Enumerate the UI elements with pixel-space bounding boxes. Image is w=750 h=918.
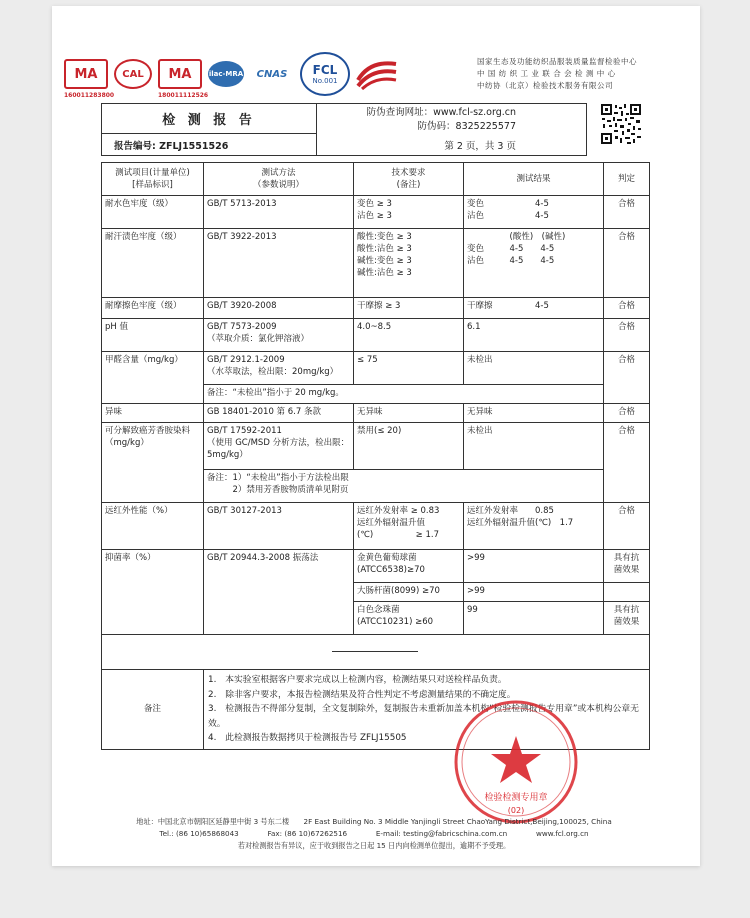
row-judgement: 合格 <box>604 352 650 404</box>
row-result: (酸性) (碱性) <box>467 232 566 242</box>
row-method: GB/T 17592-2011 <box>207 426 282 436</box>
header-judgement: 判定 <box>604 163 650 196</box>
row-requirement: 白色念珠菌 <box>357 605 400 615</box>
row-item: 耐汗渍色牢度（级） <box>102 229 204 298</box>
row-requirement: 干摩擦 ≥ 3 <box>357 301 401 311</box>
row-method: （水萃取法，检出限：20mg/kg） <box>207 367 339 377</box>
organization-names <box>477 56 637 92</box>
remark-line: 2. 除非客户要求，本报告检测结果及符合性判定不考虑测量结果的不确定度。 <box>208 689 516 700</box>
row-requirement: 变色 ≥ 3 <box>357 199 392 209</box>
remarks-label: 备注 <box>102 670 204 750</box>
official-seal-stamp <box>452 698 580 826</box>
row-requirement: 金黄色葡萄球菌 <box>357 553 417 563</box>
row-item: 耐水色牢度（级） <box>102 196 204 229</box>
cal-logo: CAL <box>114 59 152 89</box>
remark-line: 1. 本实验室根据客户要求完成以上检测内容，检测结果只对送检样品负责。 <box>208 675 507 685</box>
row-requirement: 4.0~8.5 <box>357 322 392 332</box>
row-requirement: 酸性:沾色 ≥ 3 <box>357 244 412 254</box>
qr-code-icon <box>600 103 642 157</box>
row-requirement: 远红外发射率 ≥ 0.83 <box>357 506 440 516</box>
row-result: 未检出 <box>467 355 493 365</box>
row-method: GB/T 20944.3-2008 振荡法 <box>204 550 354 635</box>
row-method: GB/T 5713-2013 <box>207 199 277 209</box>
row-requirement: 沾色 ≥ 3 <box>357 211 392 221</box>
org-line-3: 中纺协（北京）检验技术服务有限公司 <box>477 81 613 90</box>
table-header-row <box>102 163 650 196</box>
row-requirement: 无异味 <box>357 407 383 417</box>
row-result: 沾色 4-5 <box>467 211 549 221</box>
report-header-table <box>101 103 587 156</box>
org-line-1: 国家生态及功能纺织品服装质量监督检验中心 <box>477 57 637 66</box>
remark-line: 4. 此检测报告数据拷贝于检测报告号 ZFLJ15505 <box>208 733 407 743</box>
row-result: 99 <box>464 602 604 635</box>
footer-contact: Tel.: (86 10)65868043 Fax: (86 10)67262516 E-mail: testing@fabricschina.com.cn www.fcl.org.cn <box>159 829 589 838</box>
row-requirement: 远红外辐射温升值 <box>357 518 426 528</box>
row-judgement: 合格 <box>604 423 650 503</box>
row-judgement: 合格 <box>604 196 650 229</box>
row-method: GB/T 3922-2013 <box>207 232 277 242</box>
row-result: 远红外辐射温升值(℃) 1.7 <box>467 518 574 528</box>
row-result: 变色 4-5 4-5 <box>467 244 555 254</box>
row-method: GB/T 3920-2008 <box>207 301 277 311</box>
row-result: 干摩擦 4-5 <box>467 301 549 311</box>
row-method: GB/T 2912.1-2009 <box>207 355 285 365</box>
cnas-logo: CNAS <box>256 68 288 80</box>
ma-logo: MA 160011283800 <box>64 59 108 89</box>
table-row <box>102 319 650 352</box>
row-method: （萃取介质：氯化钾溶液） <box>207 334 310 344</box>
fcl-logo: FCL No.001 <box>300 52 350 96</box>
blank-row <box>102 635 650 670</box>
row-requirement: 大肠杆菌(8099) ≥70 <box>357 586 440 596</box>
verify-code: 防伪码：8325225577 <box>417 120 516 132</box>
row-result: 沾色 4-5 4-5 <box>467 256 555 266</box>
row-item: 耐摩擦色牢度（级） <box>102 298 204 319</box>
row-requirement: 酸性:变色 ≥ 3 <box>357 232 412 242</box>
row-requirement: 禁用(≤ 20) <box>357 426 402 436</box>
certification-logos <box>64 54 398 99</box>
row-judgement: 菌效果 <box>613 565 640 575</box>
row-item: 甲醛含量（mg/kg） <box>102 352 204 404</box>
row-item: 抑菌率（%） <box>102 550 204 635</box>
row-result: 无异味 <box>467 407 493 417</box>
row-judgement: 合格 <box>604 404 650 423</box>
row-requirement: 碱性:变色 ≥ 3 <box>357 256 412 266</box>
row-method: GB/T 7573-2009 <box>207 322 277 332</box>
footer-address: 地址：中国北京市朝阳区延静里中街 3 号东二楼 2F East Building No. 3 Middle Yanjingli Street ChaoYang District,Beijing,100025, China <box>136 817 612 826</box>
row-result: >99 <box>464 583 604 602</box>
header-item: 测试项目(计量单位) <box>115 168 190 178</box>
ilac-logo: ilac-MRA <box>208 61 244 87</box>
header-method-sub: （参数说明） <box>252 180 304 190</box>
row-method: GB/T 30127-2013 <box>207 506 282 516</box>
footer-notice: 若对检测报告有异议，应于收到报告之日起 15 日内向检测单位提出，逾期不予受理。 <box>237 841 511 850</box>
verify-url: 防伪查询网址：www.fcl-sz.org.cn <box>366 106 516 118</box>
svg-text:检验检测专用章: 检验检测专用章 <box>484 793 548 803</box>
header-result: 测试结果 <box>464 163 604 196</box>
row-item: pH 值 <box>102 319 204 352</box>
report-number: 报告编号: ZFLJ1551526 <box>102 134 317 156</box>
row-judgement: 合格 <box>604 319 650 352</box>
header-method: 测试方法 <box>261 168 296 178</box>
row-judgement: 合格 <box>604 298 650 319</box>
table-row <box>102 352 650 385</box>
report-title: 检 测 报 告 <box>102 104 317 134</box>
header-requirement-sub: (备注) <box>396 180 421 190</box>
remark-line: 3. 检测报告不得部分复制，全文复制除外，复制报告未重新加盖本机构“检验检测报告专用章”或本机构公章无效。 <box>208 704 639 729</box>
row-result: 变色 4-5 <box>467 199 549 209</box>
row-judgement: 合格 <box>604 229 650 298</box>
row-requirement: (ATCC6538)≥70 <box>357 565 425 575</box>
row-method: GB 18401-2010 第 6.7 条款 <box>207 407 321 417</box>
table-row <box>102 229 650 298</box>
row-judgement: 菌效果 <box>613 617 640 627</box>
row-requirement: ≤ 75 <box>357 355 378 365</box>
row-requirement: (℃) ≥ 1.7 <box>357 530 440 540</box>
row-requirement: (ATCC10231) ≥60 <box>357 617 434 627</box>
row-item: 可分解致癌芳香胺染料（mg/kg） <box>102 423 204 503</box>
header-item-sub: [样品标识] <box>132 180 173 190</box>
row-note: 2）禁用芳香胺物质清单见附页 <box>207 485 349 495</box>
row-result: >99 <box>464 550 604 583</box>
row-note: 备注：“未检出”指小于 20 mg/kg。 <box>204 385 604 404</box>
page-footer <box>100 816 648 852</box>
row-judgement: 合格 <box>604 503 650 550</box>
table-row <box>102 423 650 470</box>
svg-text:(02): (02) <box>507 806 525 815</box>
results-table <box>101 162 650 750</box>
row-judgement: 具有抗 <box>613 605 640 615</box>
row-result: 6.1 <box>467 322 481 332</box>
row-note: 备注：1）“未检出”指小于方法检出限 <box>207 473 349 483</box>
org-line-2: 中 国 纺 织 工 业 联 合 会 检 测 中 心 <box>477 69 616 78</box>
header-requirement: 技术要求 <box>391 168 426 178</box>
wave-logo-icon <box>356 58 398 90</box>
page-indicator: 第 2 页，共 3 页 <box>444 140 516 152</box>
table-row <box>102 503 650 550</box>
row-item: 异味 <box>102 404 204 423</box>
row-requirement: 碱性:沾色 ≥ 3 <box>357 268 412 278</box>
row-result: 远红外发射率 0.85 <box>467 506 554 516</box>
ma-logo-2: MA 180011112526 <box>158 59 202 89</box>
row-method: （使用 GC/MSD 分析方法，检出限：5mg/kg） <box>207 438 350 460</box>
row-result: 未检出 <box>467 426 493 436</box>
row-judgement <box>604 583 650 602</box>
table-row <box>102 298 650 319</box>
table-row <box>102 196 650 229</box>
end-line <box>332 651 418 652</box>
table-row <box>102 404 650 423</box>
row-item: 远红外性能（%） <box>102 503 204 550</box>
table-row <box>102 550 650 583</box>
row-judgement: 具有抗 <box>613 553 640 563</box>
